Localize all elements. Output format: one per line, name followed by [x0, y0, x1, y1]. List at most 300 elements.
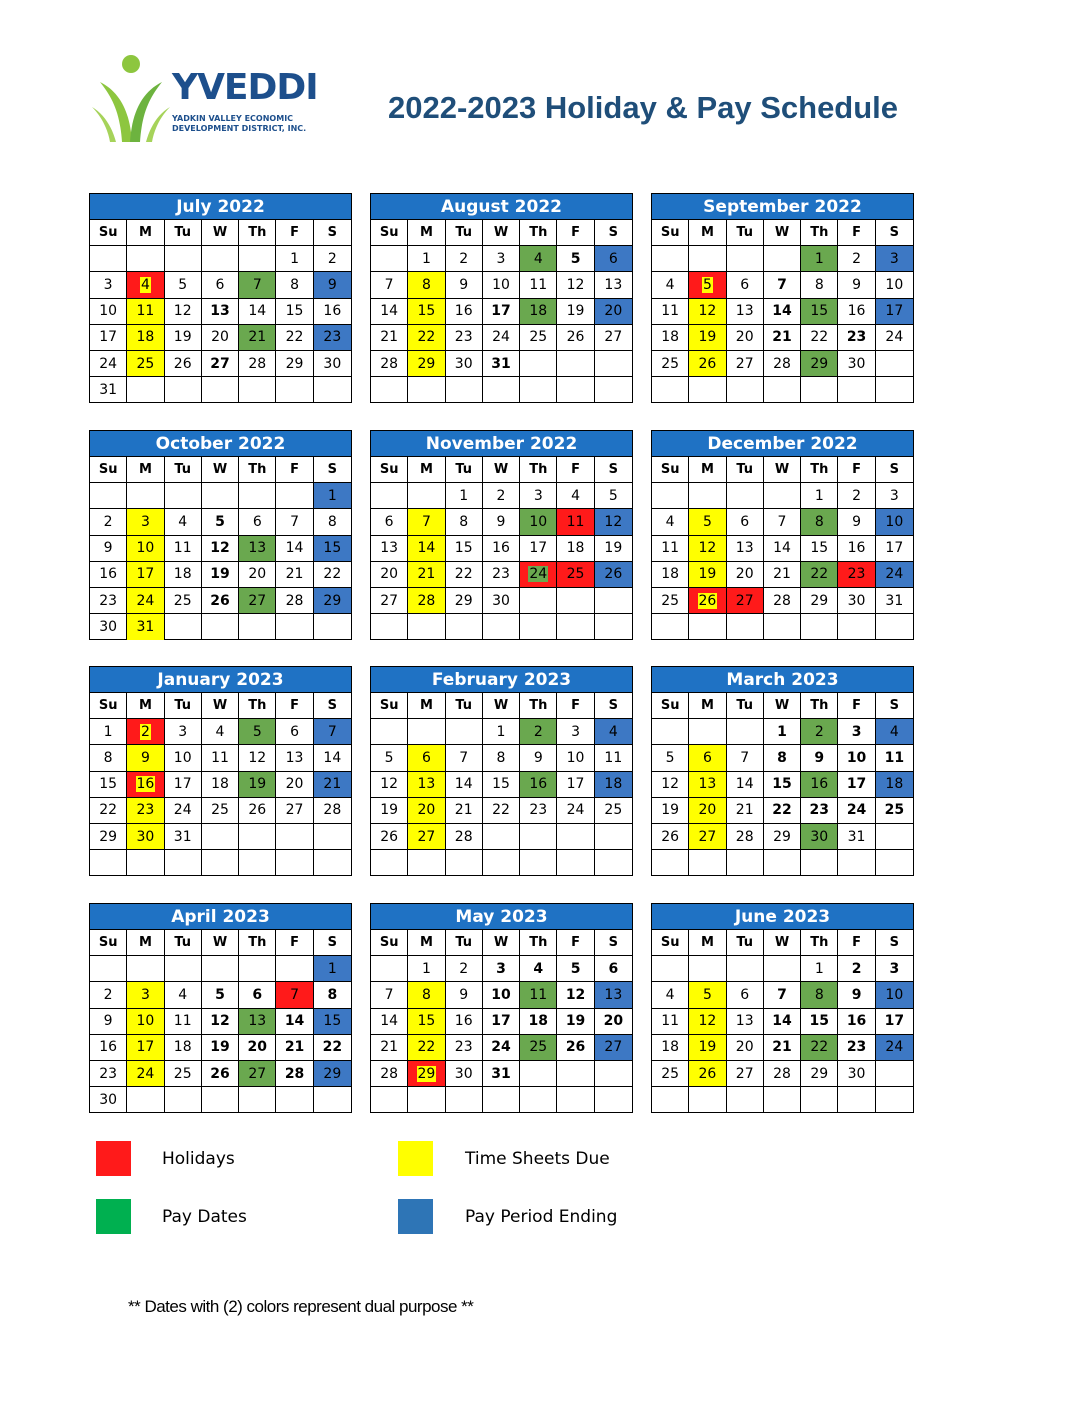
- day-cell: [127, 719, 164, 745]
- month-calendar: [651, 430, 914, 640]
- day-cell: 9: [520, 745, 557, 771]
- day-cell: 8: [483, 745, 520, 771]
- weekday-header: M: [127, 457, 164, 483]
- day-cell: 17: [838, 772, 875, 798]
- day-cell: 21: [408, 562, 445, 588]
- day-cell: 16: [838, 536, 875, 562]
- day-cell: 25: [165, 588, 202, 614]
- day-cell: 30: [838, 588, 875, 614]
- weekday-header: M: [127, 693, 164, 719]
- day-cell: 12: [239, 745, 276, 771]
- empty-day-cell: [483, 850, 520, 876]
- month-title: July 2022: [90, 194, 351, 220]
- day-cell: 20: [595, 299, 632, 325]
- empty-day-cell: [239, 377, 276, 403]
- empty-day-cell: [520, 1061, 557, 1087]
- legend-pay-period-swatch: [398, 1199, 433, 1234]
- day-cell: 27: [239, 1061, 276, 1087]
- day-cell: 27: [408, 824, 445, 850]
- empty-day-cell: [314, 824, 351, 850]
- weekday-header: Tu: [446, 220, 483, 246]
- empty-day-cell: [520, 824, 557, 850]
- weekday-header: Th: [801, 930, 838, 956]
- day-cell: 11: [595, 745, 632, 771]
- day-cell: 17: [876, 1009, 913, 1035]
- day-cell: 22: [764, 798, 801, 824]
- weekday-header: Su: [90, 930, 127, 956]
- day-cell: 2: [520, 719, 557, 745]
- weekday-header: F: [276, 457, 313, 483]
- day-cell: [689, 588, 726, 614]
- empty-day-cell: [652, 956, 689, 982]
- empty-day-cell: [276, 483, 313, 509]
- weekday-header: Th: [801, 693, 838, 719]
- empty-day-cell: [764, 850, 801, 876]
- day-cell: 20: [595, 1009, 632, 1035]
- day-number: 5: [702, 276, 712, 293]
- day-cell: 12: [595, 509, 632, 535]
- weekday-header: Th: [239, 457, 276, 483]
- day-cell: 5: [652, 745, 689, 771]
- month-calendar: [370, 666, 633, 876]
- day-cell: 26: [371, 824, 408, 850]
- day-cell: [689, 272, 726, 298]
- day-cell: 1: [314, 956, 351, 982]
- day-cell: 18: [557, 536, 594, 562]
- empty-day-cell: [408, 377, 445, 403]
- weekday-header: S: [595, 457, 632, 483]
- day-cell: 5: [202, 982, 239, 1008]
- day-cell: 20: [276, 772, 313, 798]
- weekday-header: Su: [652, 457, 689, 483]
- empty-day-cell: [165, 377, 202, 403]
- weekday-header: Tu: [727, 930, 764, 956]
- weekday-header: M: [408, 693, 445, 719]
- day-cell: 11: [652, 536, 689, 562]
- day-cell: 3: [90, 272, 127, 298]
- day-cell: 31: [876, 588, 913, 614]
- day-cell: 1: [801, 246, 838, 272]
- day-cell: 13: [595, 982, 632, 1008]
- empty-day-cell: [838, 1087, 875, 1113]
- day-number: 29: [417, 1065, 436, 1082]
- empty-day-cell: [239, 850, 276, 876]
- weekday-header: S: [876, 220, 913, 246]
- day-cell: 8: [801, 272, 838, 298]
- month-title: June 2023: [652, 904, 913, 930]
- day-cell: 28: [276, 1061, 313, 1087]
- weekday-header: W: [202, 693, 239, 719]
- day-cell: 6: [408, 745, 445, 771]
- day-cell: 8: [764, 745, 801, 771]
- day-cell: 18: [652, 325, 689, 351]
- weekday-header: Tu: [727, 693, 764, 719]
- day-number: 24: [529, 566, 548, 583]
- weekday-header: M: [689, 693, 726, 719]
- day-cell: 24: [90, 351, 127, 377]
- day-cell: 12: [689, 1009, 726, 1035]
- day-cell: 25: [876, 798, 913, 824]
- day-cell: 29: [314, 1061, 351, 1087]
- day-cell: 29: [801, 588, 838, 614]
- day-cell: 23: [446, 325, 483, 351]
- day-cell: 11: [520, 272, 557, 298]
- day-cell: 27: [595, 1035, 632, 1061]
- page-title: 2022-2023 Holiday & Pay Schedule: [388, 90, 899, 125]
- day-cell: 15: [408, 1009, 445, 1035]
- empty-day-cell: [276, 377, 313, 403]
- day-cell: 1: [90, 719, 127, 745]
- month-title: January 2023: [90, 667, 351, 693]
- empty-day-cell: [689, 246, 726, 272]
- day-cell: 13: [408, 772, 445, 798]
- weekday-header: W: [764, 457, 801, 483]
- day-cell: 7: [371, 982, 408, 1008]
- day-cell: 1: [801, 956, 838, 982]
- empty-day-cell: [557, 377, 594, 403]
- empty-day-cell: [557, 1087, 594, 1113]
- dual-purpose-note: ** Dates with (2) colors represent dual purpose **: [128, 1297, 474, 1316]
- empty-day-cell: [371, 719, 408, 745]
- day-cell: 11: [652, 299, 689, 325]
- day-cell: [408, 1061, 445, 1087]
- empty-day-cell: [801, 377, 838, 403]
- day-cell: 27: [239, 588, 276, 614]
- day-cell: 20: [202, 325, 239, 351]
- weekday-header: Su: [90, 457, 127, 483]
- day-cell: 29: [801, 1061, 838, 1087]
- day-cell: 6: [727, 509, 764, 535]
- day-cell: 15: [446, 536, 483, 562]
- day-cell: 4: [202, 719, 239, 745]
- day-cell: 22: [801, 325, 838, 351]
- day-cell: 1: [314, 483, 351, 509]
- empty-day-cell: [689, 483, 726, 509]
- weekday-header: S: [314, 457, 351, 483]
- day-cell: 28: [371, 1061, 408, 1087]
- weekday-header: Su: [652, 220, 689, 246]
- day-cell: 27: [202, 351, 239, 377]
- day-cell: 24: [876, 562, 913, 588]
- empty-day-cell: [127, 246, 164, 272]
- day-cell: 19: [239, 772, 276, 798]
- day-cell: 31: [127, 614, 164, 640]
- day-cell: 15: [90, 772, 127, 798]
- day-cell: 27: [727, 588, 764, 614]
- logo-wordmark: YVEDDI: [172, 67, 318, 108]
- day-cell: 23: [446, 1035, 483, 1061]
- day-cell: 13: [727, 1009, 764, 1035]
- day-cell: 11: [165, 1009, 202, 1035]
- weekday-header: S: [314, 693, 351, 719]
- day-cell: 7: [764, 982, 801, 1008]
- day-cell: 29: [276, 351, 313, 377]
- weekday-header: F: [838, 220, 875, 246]
- month-title: September 2022: [652, 194, 913, 220]
- empty-day-cell: [202, 824, 239, 850]
- day-cell: 14: [371, 299, 408, 325]
- day-cell: 2: [838, 246, 875, 272]
- day-cell: 11: [520, 982, 557, 1008]
- month-calendar: [89, 903, 352, 1113]
- day-cell: 4: [595, 719, 632, 745]
- day-cell: 21: [239, 325, 276, 351]
- empty-day-cell: [876, 1061, 913, 1087]
- day-cell: 28: [371, 351, 408, 377]
- day-cell: 15: [801, 1009, 838, 1035]
- day-cell: 23: [520, 798, 557, 824]
- day-cell: 11: [557, 509, 594, 535]
- empty-day-cell: [876, 1087, 913, 1113]
- day-cell: 19: [371, 798, 408, 824]
- day-cell: 16: [446, 1009, 483, 1035]
- day-cell: 13: [276, 745, 313, 771]
- day-cell: 14: [371, 1009, 408, 1035]
- day-cell: 28: [408, 588, 445, 614]
- day-cell: 17: [876, 536, 913, 562]
- day-cell: 28: [764, 588, 801, 614]
- day-cell: 9: [838, 272, 875, 298]
- empty-day-cell: [689, 614, 726, 640]
- day-cell: 24: [876, 1035, 913, 1061]
- month-calendar: [370, 193, 633, 403]
- logo-subtitle-line-2: DEVELOPMENT DISTRICT, INC.: [172, 124, 307, 133]
- empty-day-cell: [689, 1087, 726, 1113]
- day-cell: 2: [838, 956, 875, 982]
- day-cell: 13: [595, 272, 632, 298]
- day-cell: 27: [689, 824, 726, 850]
- day-cell: 24: [127, 1061, 164, 1087]
- day-cell: 10: [90, 299, 127, 325]
- month-calendar: [89, 666, 352, 876]
- day-cell: 23: [838, 325, 875, 351]
- day-cell: 28: [446, 824, 483, 850]
- day-number: 16: [136, 776, 155, 793]
- empty-day-cell: [202, 483, 239, 509]
- empty-day-cell: [727, 614, 764, 640]
- day-cell: 4: [165, 982, 202, 1008]
- empty-day-cell: [165, 850, 202, 876]
- day-cell: 10: [876, 982, 913, 1008]
- day-cell: 16: [314, 299, 351, 325]
- day-cell: 12: [557, 982, 594, 1008]
- day-cell: 4: [876, 719, 913, 745]
- day-cell: 26: [689, 1061, 726, 1087]
- empty-day-cell: [127, 956, 164, 982]
- day-cell: 27: [727, 1061, 764, 1087]
- day-cell: 6: [727, 272, 764, 298]
- weekday-header: W: [202, 457, 239, 483]
- day-cell: 14: [764, 1009, 801, 1035]
- day-cell: 17: [127, 1035, 164, 1061]
- day-cell: 22: [314, 1035, 351, 1061]
- empty-day-cell: [838, 377, 875, 403]
- empty-day-cell: [652, 614, 689, 640]
- empty-day-cell: [276, 824, 313, 850]
- day-cell: 28: [239, 351, 276, 377]
- empty-day-cell: [446, 1087, 483, 1113]
- day-cell: 21: [276, 1035, 313, 1061]
- empty-day-cell: [595, 377, 632, 403]
- day-cell: 24: [557, 798, 594, 824]
- empty-day-cell: [727, 719, 764, 745]
- weekday-header: S: [876, 693, 913, 719]
- day-cell: 7: [276, 982, 313, 1008]
- weekday-header: M: [689, 457, 726, 483]
- empty-day-cell: [239, 246, 276, 272]
- weekday-header: S: [595, 930, 632, 956]
- day-cell: 12: [165, 299, 202, 325]
- empty-day-cell: [202, 850, 239, 876]
- day-cell: 14: [727, 772, 764, 798]
- empty-day-cell: [652, 483, 689, 509]
- empty-day-cell: [876, 824, 913, 850]
- day-cell: 27: [595, 325, 632, 351]
- empty-day-cell: [557, 614, 594, 640]
- day-cell: 6: [595, 246, 632, 272]
- day-cell: 25: [595, 798, 632, 824]
- empty-day-cell: [652, 719, 689, 745]
- day-cell: 3: [165, 719, 202, 745]
- empty-day-cell: [408, 1087, 445, 1113]
- day-cell: 3: [876, 483, 913, 509]
- empty-day-cell: [652, 850, 689, 876]
- day-cell: 8: [276, 272, 313, 298]
- empty-day-cell: [408, 483, 445, 509]
- day-cell: 4: [520, 246, 557, 272]
- weekday-header: Tu: [446, 693, 483, 719]
- day-cell: 30: [90, 1087, 127, 1113]
- day-cell: 16: [90, 562, 127, 588]
- month-calendar: [370, 903, 633, 1113]
- empty-day-cell: [557, 351, 594, 377]
- day-cell: 14: [408, 536, 445, 562]
- day-cell: 21: [727, 798, 764, 824]
- day-cell: 11: [876, 745, 913, 771]
- day-cell: 16: [446, 299, 483, 325]
- yveddi-logo: [92, 52, 318, 144]
- day-cell: 3: [483, 246, 520, 272]
- day-cell: 22: [90, 798, 127, 824]
- day-cell: 9: [127, 745, 164, 771]
- day-cell: 16: [90, 1035, 127, 1061]
- day-cell: 28: [276, 588, 313, 614]
- empty-day-cell: [727, 1087, 764, 1113]
- empty-day-cell: [520, 1087, 557, 1113]
- day-cell: 1: [276, 246, 313, 272]
- day-cell: 6: [202, 272, 239, 298]
- day-cell: 3: [127, 982, 164, 1008]
- empty-day-cell: [127, 377, 164, 403]
- day-cell: 16: [838, 1009, 875, 1035]
- day-cell: 13: [689, 772, 726, 798]
- empty-day-cell: [165, 483, 202, 509]
- day-cell: 1: [764, 719, 801, 745]
- empty-day-cell: [595, 1087, 632, 1113]
- day-cell: 19: [689, 562, 726, 588]
- day-cell: 19: [652, 798, 689, 824]
- weekday-header: Tu: [727, 457, 764, 483]
- empty-day-cell: [202, 1087, 239, 1113]
- day-cell: 8: [408, 982, 445, 1008]
- empty-day-cell: [838, 614, 875, 640]
- day-cell: 8: [314, 982, 351, 1008]
- weekday-header: Su: [90, 220, 127, 246]
- month-title: May 2023: [371, 904, 632, 930]
- weekday-header: Th: [239, 220, 276, 246]
- day-cell: 30: [483, 588, 520, 614]
- day-cell: 3: [876, 956, 913, 982]
- day-cell: 23: [838, 1035, 875, 1061]
- empty-day-cell: [689, 850, 726, 876]
- weekday-header: W: [764, 693, 801, 719]
- day-cell: 4: [557, 483, 594, 509]
- day-cell: 30: [801, 824, 838, 850]
- day-cell: 7: [239, 272, 276, 298]
- day-cell: 26: [557, 1035, 594, 1061]
- empty-day-cell: [202, 956, 239, 982]
- empty-day-cell: [764, 483, 801, 509]
- day-cell: 25: [557, 562, 594, 588]
- empty-day-cell: [801, 614, 838, 640]
- empty-day-cell: [876, 351, 913, 377]
- day-cell: 17: [127, 562, 164, 588]
- day-cell: 18: [165, 562, 202, 588]
- day-cell: 11: [165, 536, 202, 562]
- day-cell: 10: [483, 982, 520, 1008]
- day-cell: 3: [520, 483, 557, 509]
- day-cell: 29: [408, 351, 445, 377]
- empty-day-cell: [483, 614, 520, 640]
- empty-day-cell: [483, 1087, 520, 1113]
- day-cell: 12: [557, 272, 594, 298]
- day-cell: 27: [371, 588, 408, 614]
- empty-day-cell: [520, 377, 557, 403]
- day-cell: 2: [483, 483, 520, 509]
- day-cell: 7: [446, 745, 483, 771]
- day-cell: 21: [764, 325, 801, 351]
- day-cell: 22: [446, 562, 483, 588]
- empty-day-cell: [408, 719, 445, 745]
- day-cell: 25: [520, 1035, 557, 1061]
- day-cell: 29: [801, 351, 838, 377]
- day-cell: 7: [276, 509, 313, 535]
- empty-day-cell: [202, 377, 239, 403]
- day-cell: 2: [90, 982, 127, 1008]
- empty-day-cell: [202, 614, 239, 640]
- day-cell: 14: [239, 299, 276, 325]
- day-cell: [127, 272, 164, 298]
- day-cell: 18: [202, 772, 239, 798]
- day-cell: 10: [483, 272, 520, 298]
- empty-day-cell: [689, 377, 726, 403]
- day-cell: 24: [483, 1035, 520, 1061]
- empty-day-cell: [727, 246, 764, 272]
- day-cell: 29: [446, 588, 483, 614]
- day-cell: 19: [165, 325, 202, 351]
- day-cell: 19: [595, 536, 632, 562]
- day-cell: 5: [202, 509, 239, 535]
- day-cell: 10: [838, 745, 875, 771]
- day-cell: 1: [446, 483, 483, 509]
- weekday-header: M: [127, 930, 164, 956]
- day-cell: 9: [446, 272, 483, 298]
- month-title: April 2023: [90, 904, 351, 930]
- day-cell: 5: [165, 272, 202, 298]
- empty-day-cell: [595, 351, 632, 377]
- day-cell: 12: [689, 536, 726, 562]
- day-cell: 18: [520, 1009, 557, 1035]
